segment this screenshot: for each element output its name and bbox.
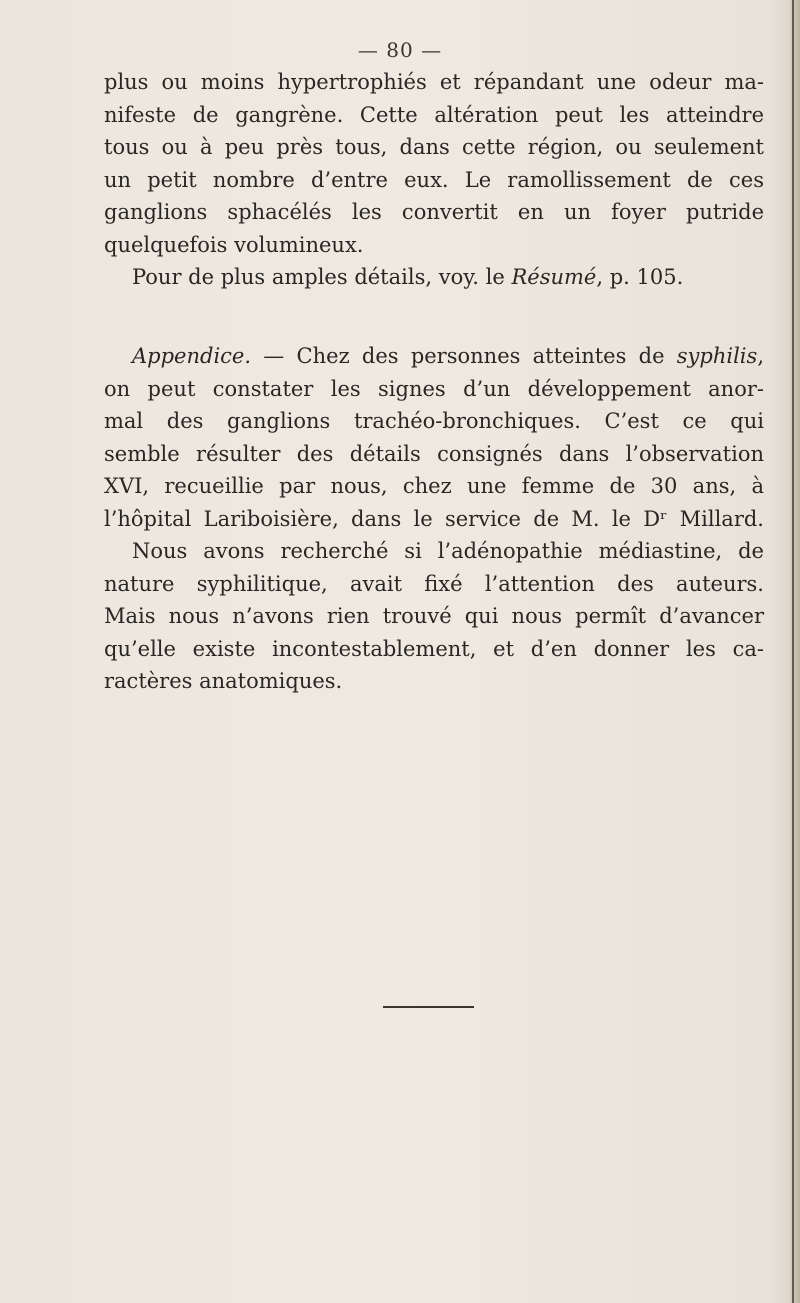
paragraph-1-line: ganglions sphacélés les convertit en un foyer putride — [104, 200, 764, 224]
appendix-first-line — [104, 340, 764, 373]
paragraph-1-line: quelquefois volumineux. — [104, 232, 364, 257]
paragraph-2-line: l’hôpital Lariboisière, dans le service de M. le Dʳ Millard. — [104, 506, 764, 531]
paragraph-2 — [104, 340, 764, 698]
page-edge-shadow — [788, 0, 800, 1303]
section-divider — [383, 1006, 474, 1008]
page-edge-line — [792, 0, 794, 1303]
paragraph-2-line: XVI, recueillie par nous, chez une femme de 30 ans, à — [104, 474, 764, 498]
paragraph-1-line: nifeste de gangrène. Cette altération peut les atteindre — [104, 102, 764, 127]
paragraph-2-line: mal des ganglions trachéo-bronchiques. C’est ce qui — [104, 409, 764, 433]
paragraph-2-line: semble résulter des détails consignés dans l’observation — [104, 441, 764, 466]
paragraph-2-line: on peut constater les signes d’un développement anor- — [104, 376, 764, 401]
paragraph-1 — [104, 66, 764, 294]
reference-line — [104, 261, 764, 294]
paragraph-1-line: un petit nombre d’entre eux. Le ramollissement de ces — [104, 167, 764, 192]
appendix-line-text: — Chez des personnes atteintes de — [251, 344, 677, 368]
paragraph-2-line: nature syphilitique, avait fixé l’attention des auteurs. — [104, 571, 764, 596]
reference-suffix: , p. 105. — [596, 265, 684, 289]
paragraph-1-line: tous ou à peu près tous, dans cette région, ou seulement — [104, 135, 764, 159]
paragraph-2-line: ractères anatomiques. — [104, 669, 343, 693]
paragraph-1-line: plus ou moins hypertrophiés et répandant une odeur ma- — [104, 70, 764, 94]
paragraph-2-line: qu’elle existe incontestablement, et d’en donner les ca- — [104, 636, 764, 661]
paragraph-2-line: Mais nous n’avons rien trouvé qui nous permît d’avancer — [104, 604, 764, 628]
appendix-line-end: , — [757, 344, 764, 368]
appendix-syphilis: syphilis — [676, 344, 758, 368]
appendix-heading: Appendice. — [132, 344, 252, 368]
reference-resume: Résumé — [511, 265, 597, 289]
paragraph-2-line: Nous avons recherché si l’adénopathie médiastine, de — [132, 539, 764, 563]
page-number: — 80 — — [357, 38, 443, 62]
reference-prefix: Pour de plus amples détails, voy. le — [132, 265, 512, 289]
